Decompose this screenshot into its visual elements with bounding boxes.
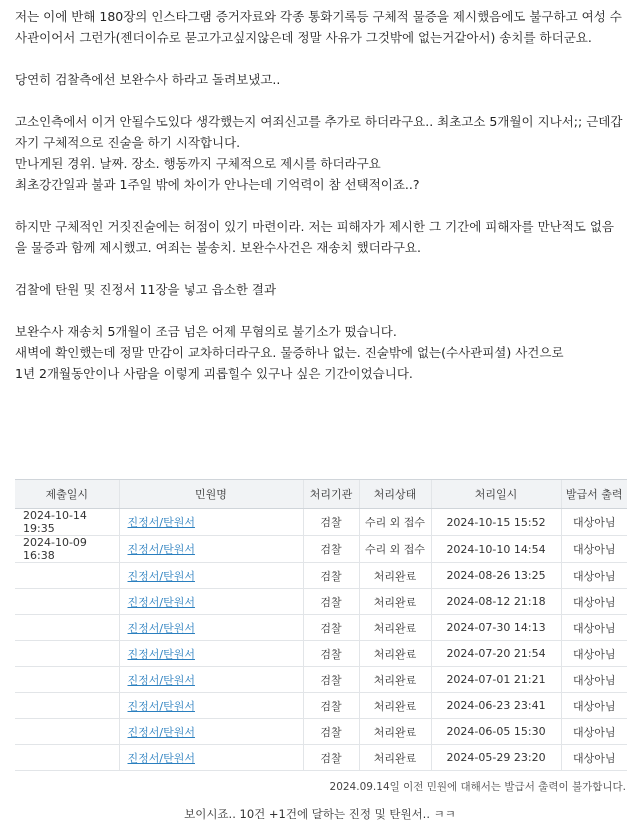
post-paragraph: 고소인측에서 이거 안될수도있다 생각했는지 여죄신고를 추가로 하더라구요.. 최초고소 5개월이 지나서;; 근데갑자기 구체적으로 진술을 하기 시작합니다. 만나게된 경위. 날짜. 장소. 행동까지 구체적으로 제시를 하더라구요 최초강간일과 불과 1주일 밖에 차이가 안나는데 기억력이 참 선택적이죠..? [15,114,623,192]
submitted-date-cell [15,589,119,615]
post-paragraph: 저는 이에 반해 180장의 인스타그램 증거자료와 각종 통화기록등 구체적 물증을 제시했음에도 불구하고 여성 수사관이어서 그런가(젠더이슈로 묻고가고싶지않은데 정말 사유가 그것밖에 없는거같아서) 송치를 하더군요. [15,9,622,45]
submitted-date-cell: 2024-10-14 19:35 [15,509,119,536]
column-header: 제출일시 [15,480,119,509]
agency-cell: 검찰 [303,509,359,536]
agency-cell: 검찰 [303,589,359,615]
agency-cell: 검찰 [303,536,359,563]
petition-name-link[interactable]: 진정서/탄원서 [119,693,303,719]
petition-history-table [15,479,627,771]
status-cell: 처리완료 [359,693,431,719]
petition-name-link[interactable]: 진정서/탄원서 [119,719,303,745]
issue-cell: 대상아님 [561,641,627,667]
submitted-date-cell [15,719,119,745]
petition-name-link[interactable]: 진정서/탄원서 [119,509,303,536]
issue-cell: 대상아님 [561,563,627,589]
table-header-row [15,480,627,509]
column-header: 처리상태 [359,480,431,509]
agency-cell: 검찰 [303,745,359,771]
column-header: 발급서 출력 [561,480,627,509]
issue-cell: 대상아님 [561,509,627,536]
column-header: 처리기관 [303,480,359,509]
table-row [15,589,627,615]
submitted-date-cell [15,745,119,771]
status-cell: 처리완료 [359,615,431,641]
status-cell: 처리완료 [359,641,431,667]
processed-date-cell: 2024-06-23 23:41 [431,693,561,719]
post-paragraph: 하지만 구체적인 거짓진술에는 허점이 있기 마련이라. 저는 피해자가 제시한 그 기간에 피해자를 만난적도 없음을 물증과 함께 제시했고. 여죄는 불송치. 보완수사건은 재송치 했더라구요. [15,219,615,255]
status-cell: 수리 외 접수 [359,536,431,563]
submitted-date-cell [15,641,119,667]
post-paragraph: 검찰에 탄원 및 진정서 11장을 넣고 읍소한 결과 [15,282,277,297]
agency-cell: 검찰 [303,563,359,589]
issue-cell: 대상아님 [561,693,627,719]
processed-date-cell: 2024-08-12 21:18 [431,589,561,615]
petition-name-link[interactable]: 진정서/탄원서 [119,536,303,563]
processed-date-cell: 2024-07-30 14:13 [431,615,561,641]
processed-date-cell: 2024-10-15 15:52 [431,509,561,536]
post-caption: 보이시죠.. 10건 +1건에 달하는 진정 및 탄원서.. ㅋㅋ [184,807,456,821]
table-row [15,719,627,745]
submitted-date-cell [15,563,119,589]
submitted-date-cell [15,667,119,693]
column-header: 민원명 [119,480,303,509]
table-row [15,667,627,693]
petition-name-link[interactable]: 진정서/탄원서 [119,667,303,693]
petition-name-link[interactable]: 진정서/탄원서 [119,641,303,667]
processed-date-cell: 2024-05-29 23:20 [431,745,561,771]
agency-cell: 검찰 [303,615,359,641]
agency-cell: 검찰 [303,693,359,719]
issue-cell: 대상아님 [561,667,627,693]
processed-date-cell: 2024-08-26 13:25 [431,563,561,589]
table-row [15,641,627,667]
issue-cell: 대상아님 [561,589,627,615]
status-cell: 수리 외 접수 [359,509,431,536]
issue-cell: 대상아님 [561,719,627,745]
table-row [15,563,627,589]
table-row [15,536,627,563]
processed-date-cell: 2024-10-10 14:54 [431,536,561,563]
issue-cell: 대상아님 [561,536,627,563]
submitted-date-cell [15,693,119,719]
issue-cell: 대상아님 [561,745,627,771]
table-row [15,615,627,641]
petition-name-link[interactable]: 진정서/탄원서 [119,615,303,641]
issue-cell: 대상아님 [561,615,627,641]
agency-cell: 검찰 [303,719,359,745]
post-paragraph: 보완수사 재송치 5개월이 조금 넘은 어제 무혐의로 불기소가 떴습니다. 새벽에 확인했는데 정말 만감이 교차하더라구요. 물증하나 없는. 진술밖에 없는(수사관피셜) 사건으로 1년 2개월동안이나 사람을 이렇게 괴롭힐수 있구나 싶은 기간이었습니다. [15,324,564,381]
table-row [15,693,627,719]
agency-cell: 검찰 [303,667,359,693]
table-row [15,745,627,771]
processed-date-cell: 2024-07-01 21:21 [431,667,561,693]
table-row [15,509,627,536]
status-cell: 처리완료 [359,667,431,693]
petition-name-link[interactable]: 진정서/탄원서 [119,563,303,589]
status-cell: 처리완료 [359,589,431,615]
post-paragraph: 당연히 검찰측에선 보완수사 하라고 돌려보냈고.. [15,72,281,87]
issue-notice: 2024.09.14일 이전 민원에 대해서는 발급서 출력이 불가합니다. [329,781,626,793]
processed-date-cell: 2024-06-05 15:30 [431,719,561,745]
submitted-date-cell: 2024-10-09 16:38 [15,536,119,563]
status-cell: 처리완료 [359,719,431,745]
petition-name-link[interactable]: 진정서/탄원서 [119,745,303,771]
column-header: 처리일시 [431,480,561,509]
status-cell: 처리완료 [359,745,431,771]
status-cell: 처리완료 [359,563,431,589]
submitted-date-cell [15,615,119,641]
petition-name-link[interactable]: 진정서/탄원서 [119,589,303,615]
post-body [0,0,640,384]
processed-date-cell: 2024-07-20 21:54 [431,641,561,667]
agency-cell: 검찰 [303,641,359,667]
